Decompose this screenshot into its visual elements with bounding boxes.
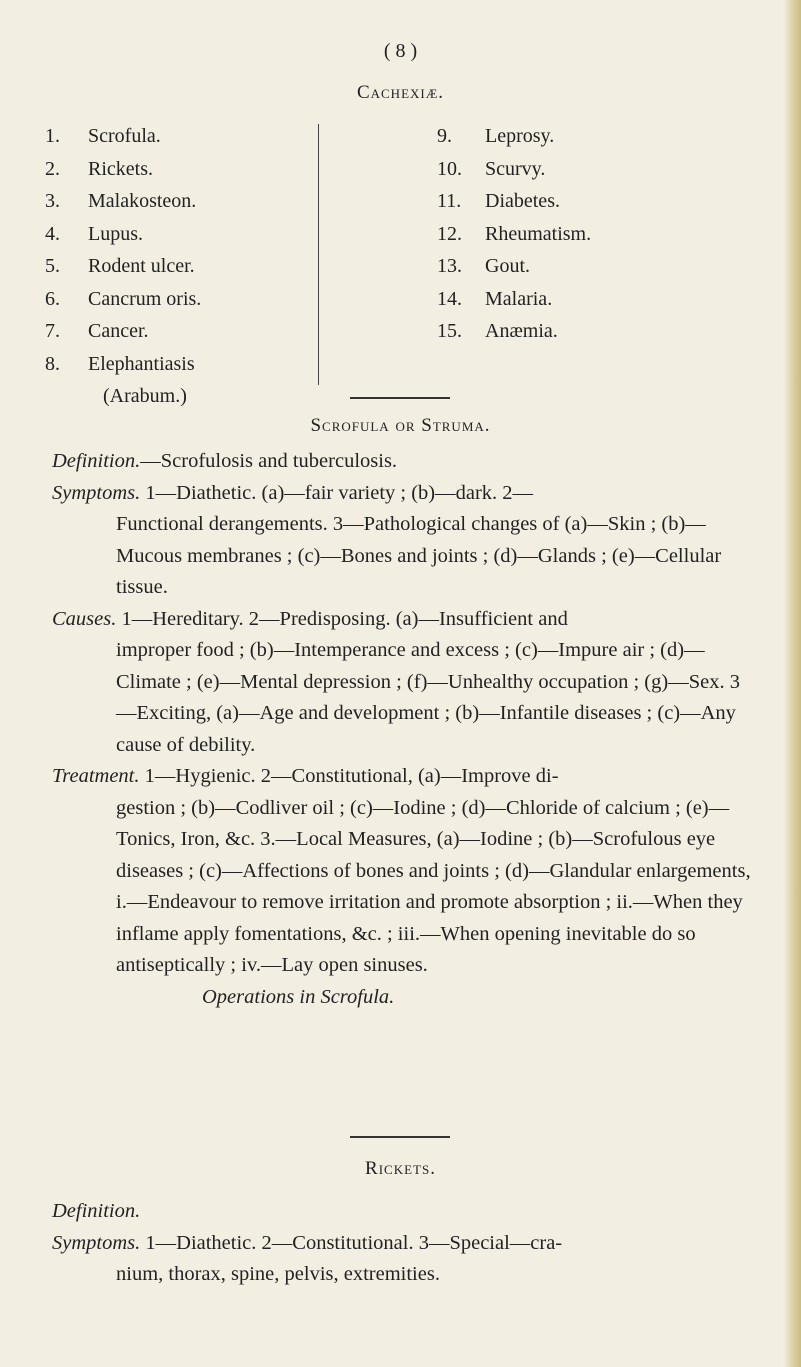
list-item: 10. Scurvy. bbox=[437, 157, 546, 180]
list-item: (Arabum.) bbox=[103, 385, 187, 407]
definition-label: Definition. bbox=[52, 450, 141, 472]
rickets-symptoms: Symptoms. 1—Diathetic. 2—Constitutional. 3—Special—cra- nium, thorax, spine, pelvis, extremities. bbox=[52, 1231, 563, 1285]
treatment-label: Treatment. bbox=[52, 765, 140, 787]
definition-paragraph: Definition.—Scrofulosis and tuberculosis. bbox=[52, 450, 398, 472]
scrofula-body bbox=[52, 446, 757, 1013]
heading-scrofula: Scrofula or Struma. bbox=[310, 415, 491, 436]
list-item: 1. Scrofula. bbox=[45, 125, 161, 147]
section-rule bbox=[350, 1136, 450, 1138]
list-item: 11. Diabetes. bbox=[437, 190, 560, 212]
list-item: 6. Cancrum oris. bbox=[45, 287, 202, 310]
list-item: 5. Rodent ulcer. bbox=[45, 255, 195, 277]
section-rule bbox=[350, 397, 450, 399]
list-item: 14. Malaria. bbox=[437, 287, 553, 310]
list-item: 12. Rheumatism. bbox=[437, 222, 592, 245]
symptoms-label: Symptoms. bbox=[52, 481, 141, 504]
rickets-definition: Definition. bbox=[52, 1200, 141, 1222]
cachexiae-right-list bbox=[437, 120, 591, 348]
heading-rickets: Rickets. bbox=[365, 1158, 436, 1179]
column-divider bbox=[318, 124, 319, 385]
heading-cachexiae: Cachexiæ. bbox=[356, 82, 445, 103]
symptoms-paragraph: Symptoms. 1—Diathetic. (a)—fair variety ; (b)—dark. 2— Functional derangements. 3—Pathological changes of (a)—Skin ; (b)—Mucous membranes ; (c)—Bones and joints ; (d)—Glands ; (e)—Cellular tissue. bbox=[52, 481, 722, 598]
list-item: 9. Leprosy. bbox=[437, 125, 555, 147]
list-item: 7. Cancer. bbox=[45, 320, 149, 342]
list-item: 3. Malakosteon. bbox=[45, 190, 197, 212]
causes-paragraph: Causes. 1—Hereditary. 2—Predisposing. (a)—Insufficient and improper food ; (b)—Intemperance and excess ; (c)—Impure air ; (d)—Climate ; (e)—Mental depression ; (f)—Unhealthy occupation ; (g)—Sex. 3—Exciting, (a)—Age and development ; (b)—Infantile diseases ; (c)—Any cause of debility. bbox=[52, 607, 740, 756]
rickets-body bbox=[52, 1196, 757, 1291]
list-item: 2. Rickets. bbox=[45, 157, 153, 180]
causes-label: Causes. bbox=[52, 607, 117, 630]
list-item: 15. Anæmia. bbox=[437, 320, 558, 342]
cachexiae-left-list bbox=[45, 120, 201, 413]
list-item: 4. Lupus. bbox=[45, 222, 143, 245]
treatment-paragraph: Treatment. 1—Hygienic. 2—Constitutional, (a)—Improve di- gestion ; (b)—Codliver oil ; (c)—Iodine ; (d)—Chloride of calcium ; (e)—Tonics, Iron, &c. 3.—Local Measures, (a)—Iodine ; (b)—Scrofulous eye diseases ; (c)—Affections of bones and joints ; (d)—Glandular enlargements, i.—Endeavour to remove irritation and promote absorption ; ii.—When they inflame apply fomentations, &c. ; iii.—When opening inevitable do so antiseptically ; iv.—Lay open sinuses. bbox=[52, 765, 751, 976]
list-item: 8. Elephantiasis bbox=[45, 352, 195, 375]
operations-line: Operations in Scrofula. bbox=[202, 985, 395, 1008]
page-number: ( 8 ) bbox=[383, 40, 418, 62]
list-item: 13. Gout. bbox=[437, 255, 530, 277]
